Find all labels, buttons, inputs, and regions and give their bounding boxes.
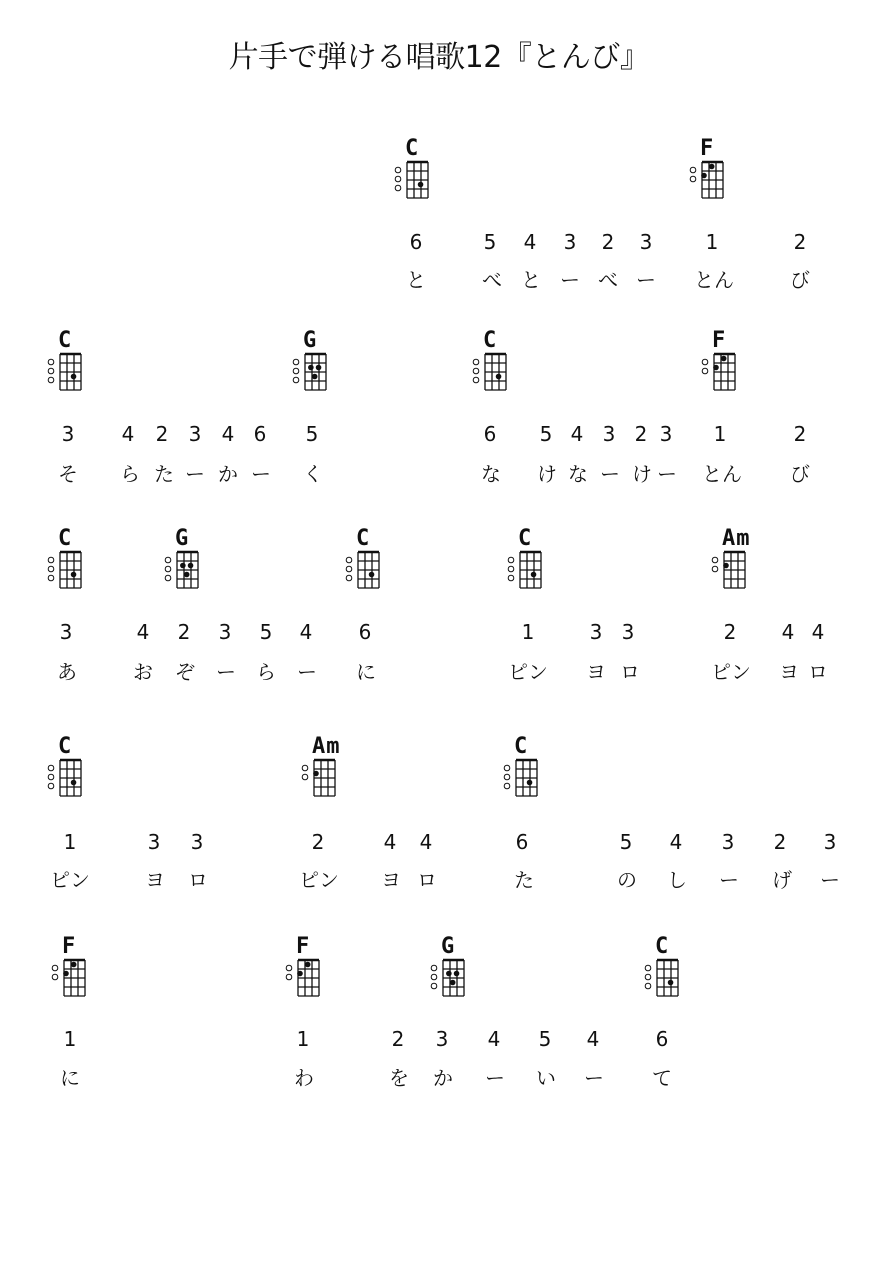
note-number: 6: [253, 422, 267, 446]
chord-diagram-c: [655, 936, 715, 1006]
note-number: 4: [383, 830, 397, 854]
fretboard-grid: [296, 756, 344, 800]
chord-diagram-c: [405, 138, 465, 208]
chord-diagram-c: [58, 528, 118, 598]
chord-name: Am: [312, 734, 341, 759]
note-number: 2: [793, 422, 807, 446]
chord-name: C: [58, 734, 73, 759]
lyric-syllable: ピン: [508, 660, 548, 684]
lyric-syllable: ヨ: [381, 868, 401, 892]
lyric-syllable: び: [790, 268, 810, 292]
chord-name: F: [296, 934, 311, 959]
lyric-syllable: を: [389, 1066, 409, 1090]
lyric-syllable: な: [481, 462, 501, 486]
lyric-syllable: べ: [482, 268, 502, 292]
lyric-syllable: ー: [216, 660, 236, 684]
fretboard-grid: [684, 158, 732, 202]
note-number: 3: [188, 422, 202, 446]
note-number: 3: [59, 620, 73, 644]
note-number: 4: [811, 620, 825, 644]
note-number: 5: [619, 830, 633, 854]
note-number: 3: [218, 620, 232, 644]
fretboard-grid: [280, 956, 328, 1000]
lyric-syllable: た: [154, 462, 174, 486]
lyric-syllable: ー: [657, 462, 677, 486]
note-number: 6: [358, 620, 372, 644]
note-number: 3: [621, 620, 635, 644]
lyric-syllable: ぞ: [175, 660, 195, 684]
lyric-syllable: お: [133, 660, 153, 684]
fretboard-grid: [639, 956, 687, 1000]
chord-name: C: [58, 526, 73, 551]
note-number: 4: [221, 422, 235, 446]
note-number: 3: [602, 422, 616, 446]
lyric-syllable: ー: [719, 868, 739, 892]
note-number: 3: [61, 422, 75, 446]
fretboard-grid: [706, 548, 754, 592]
lyric-syllable: ロ: [188, 868, 208, 892]
note-number: 2: [177, 620, 191, 644]
note-number: 4: [570, 422, 584, 446]
note-number: 3: [563, 230, 577, 254]
lyric-syllable: の: [617, 868, 637, 892]
note-number: 3: [639, 230, 653, 254]
note-number: 2: [155, 422, 169, 446]
chord-name: F: [700, 136, 715, 161]
lyric-syllable: け: [632, 462, 652, 486]
lyric-syllable: ら: [256, 660, 276, 684]
fretboard-grid: [340, 548, 388, 592]
chord-diagram-g: [303, 330, 363, 400]
note-number: 2: [723, 620, 737, 644]
lyric-syllable: ヨ: [586, 660, 606, 684]
lyric-syllable: べ: [598, 268, 618, 292]
fretboard-grid: [42, 548, 90, 592]
note-number: 6: [515, 830, 529, 854]
lyric-syllable: そ: [58, 462, 78, 486]
lyric-syllable: ー: [560, 268, 580, 292]
note-number: 1: [296, 1027, 310, 1051]
chord-diagram-c: [58, 736, 118, 806]
lyric-syllable: け: [537, 462, 557, 486]
lyric-syllable: て: [652, 1066, 672, 1090]
note-number: 2: [391, 1027, 405, 1051]
lyric-syllable: ー: [600, 462, 620, 486]
lyric-syllable: ロ: [620, 660, 640, 684]
lyric-syllable: とん: [702, 462, 742, 486]
lyric-syllable: ー: [636, 268, 656, 292]
lyric-syllable: か: [218, 462, 238, 486]
lyric-syllable: ピン: [299, 868, 339, 892]
note-number: 5: [305, 422, 319, 446]
note-number: 3: [721, 830, 735, 854]
fretboard-grid: [696, 350, 744, 394]
chord-diagram-c: [58, 330, 118, 400]
lyric-syllable: し: [667, 868, 687, 892]
note-number: 2: [793, 230, 807, 254]
lyric-syllable: ー: [297, 660, 317, 684]
chord-name: C: [655, 934, 670, 959]
note-number: 4: [586, 1027, 600, 1051]
note-number: 2: [311, 830, 325, 854]
chord-diagram-g: [441, 936, 501, 1006]
chord-name: G: [441, 934, 456, 959]
chord-diagram-f: [62, 936, 122, 1006]
lyric-syllable: く: [303, 462, 323, 486]
lyric-syllable: た: [514, 868, 534, 892]
fretboard-grid: [425, 956, 473, 1000]
note-number: 4: [523, 230, 537, 254]
lyric-syllable: い: [536, 1066, 556, 1090]
chord-name: C: [514, 734, 529, 759]
lyric-syllable: ロ: [417, 868, 437, 892]
lyric-syllable: ー: [185, 462, 205, 486]
chord-name: C: [518, 526, 533, 551]
lyric-syllable: び: [790, 462, 810, 486]
lyric-syllable: ー: [820, 868, 840, 892]
note-number: 3: [589, 620, 603, 644]
chord-diagram-c: [356, 528, 416, 598]
fretboard-grid: [46, 956, 94, 1000]
note-number: 1: [63, 1027, 77, 1051]
chord-diagram-f: [712, 330, 772, 400]
note-number: 1: [521, 620, 535, 644]
chord-name: F: [62, 934, 77, 959]
chord-name: G: [303, 328, 318, 353]
lyric-syllable: な: [568, 462, 588, 486]
chord-diagram-am: [312, 736, 372, 806]
chord-name: F: [712, 328, 727, 353]
fretboard-grid: [502, 548, 550, 592]
note-number: 4: [487, 1027, 501, 1051]
note-number: 4: [419, 830, 433, 854]
lyric-syllable: ロ: [808, 660, 828, 684]
note-number: 4: [669, 830, 683, 854]
note-number: 4: [136, 620, 150, 644]
note-number: 6: [483, 422, 497, 446]
note-number: 4: [299, 620, 313, 644]
chord-name: C: [58, 328, 73, 353]
fretboard-grid: [42, 756, 90, 800]
page-title: 片手で弾ける唱歌12『とんび』: [228, 40, 650, 75]
lyric-syllable: ピン: [711, 660, 751, 684]
chord-name: G: [175, 526, 190, 551]
note-number: 3: [147, 830, 161, 854]
lyric-syllable: ら: [120, 462, 140, 486]
note-number: 4: [121, 422, 135, 446]
lyric-syllable: と: [406, 268, 426, 292]
chord-diagram-c: [518, 528, 578, 598]
fretboard-grid: [467, 350, 515, 394]
note-number: 3: [659, 422, 673, 446]
lyric-syllable: に: [60, 1066, 80, 1090]
lyric-syllable: ヨ: [779, 660, 799, 684]
chord-name: C: [356, 526, 371, 551]
fretboard-grid: [287, 350, 335, 394]
note-number: 3: [190, 830, 204, 854]
lyric-syllable: か: [433, 1066, 453, 1090]
lyric-syllable: げ: [772, 868, 792, 892]
lyric-syllable: に: [356, 660, 376, 684]
note-number: 5: [539, 422, 553, 446]
lyric-syllable: ー: [251, 462, 271, 486]
chord-name: C: [483, 328, 498, 353]
chord-diagram-c: [483, 330, 543, 400]
lyric-syllable: と: [521, 268, 541, 292]
lyric-syllable: ピン: [50, 868, 90, 892]
note-number: 5: [538, 1027, 552, 1051]
fretboard-grid: [389, 158, 437, 202]
chord-diagram-f: [296, 936, 356, 1006]
note-number: 4: [781, 620, 795, 644]
note-number: 5: [259, 620, 273, 644]
fretboard-grid: [42, 350, 90, 394]
note-number: 5: [483, 230, 497, 254]
note-number: 2: [601, 230, 615, 254]
lyric-syllable: ー: [584, 1066, 604, 1090]
lyric-syllable: ヨ: [145, 868, 165, 892]
note-number: 3: [823, 830, 837, 854]
note-number: 2: [634, 422, 648, 446]
note-number: 6: [655, 1027, 669, 1051]
lyric-syllable: とん: [694, 268, 734, 292]
note-number: 3: [435, 1027, 449, 1051]
chord-diagram-c: [514, 736, 574, 806]
note-number: 6: [409, 230, 423, 254]
note-number: 2: [773, 830, 787, 854]
note-number: 1: [705, 230, 719, 254]
fretboard-grid: [159, 548, 207, 592]
lyric-syllable: ー: [485, 1066, 505, 1090]
chord-diagram-am: [722, 528, 782, 598]
lyric-syllable: わ: [294, 1066, 314, 1090]
chord-name: C: [405, 136, 420, 161]
note-number: 1: [63, 830, 77, 854]
chord-diagram-g: [175, 528, 235, 598]
chord-name: Am: [722, 526, 751, 551]
chord-diagram-f: [700, 138, 760, 208]
note-number: 1: [713, 422, 727, 446]
lyric-syllable: あ: [57, 660, 77, 684]
fretboard-grid: [498, 756, 546, 800]
